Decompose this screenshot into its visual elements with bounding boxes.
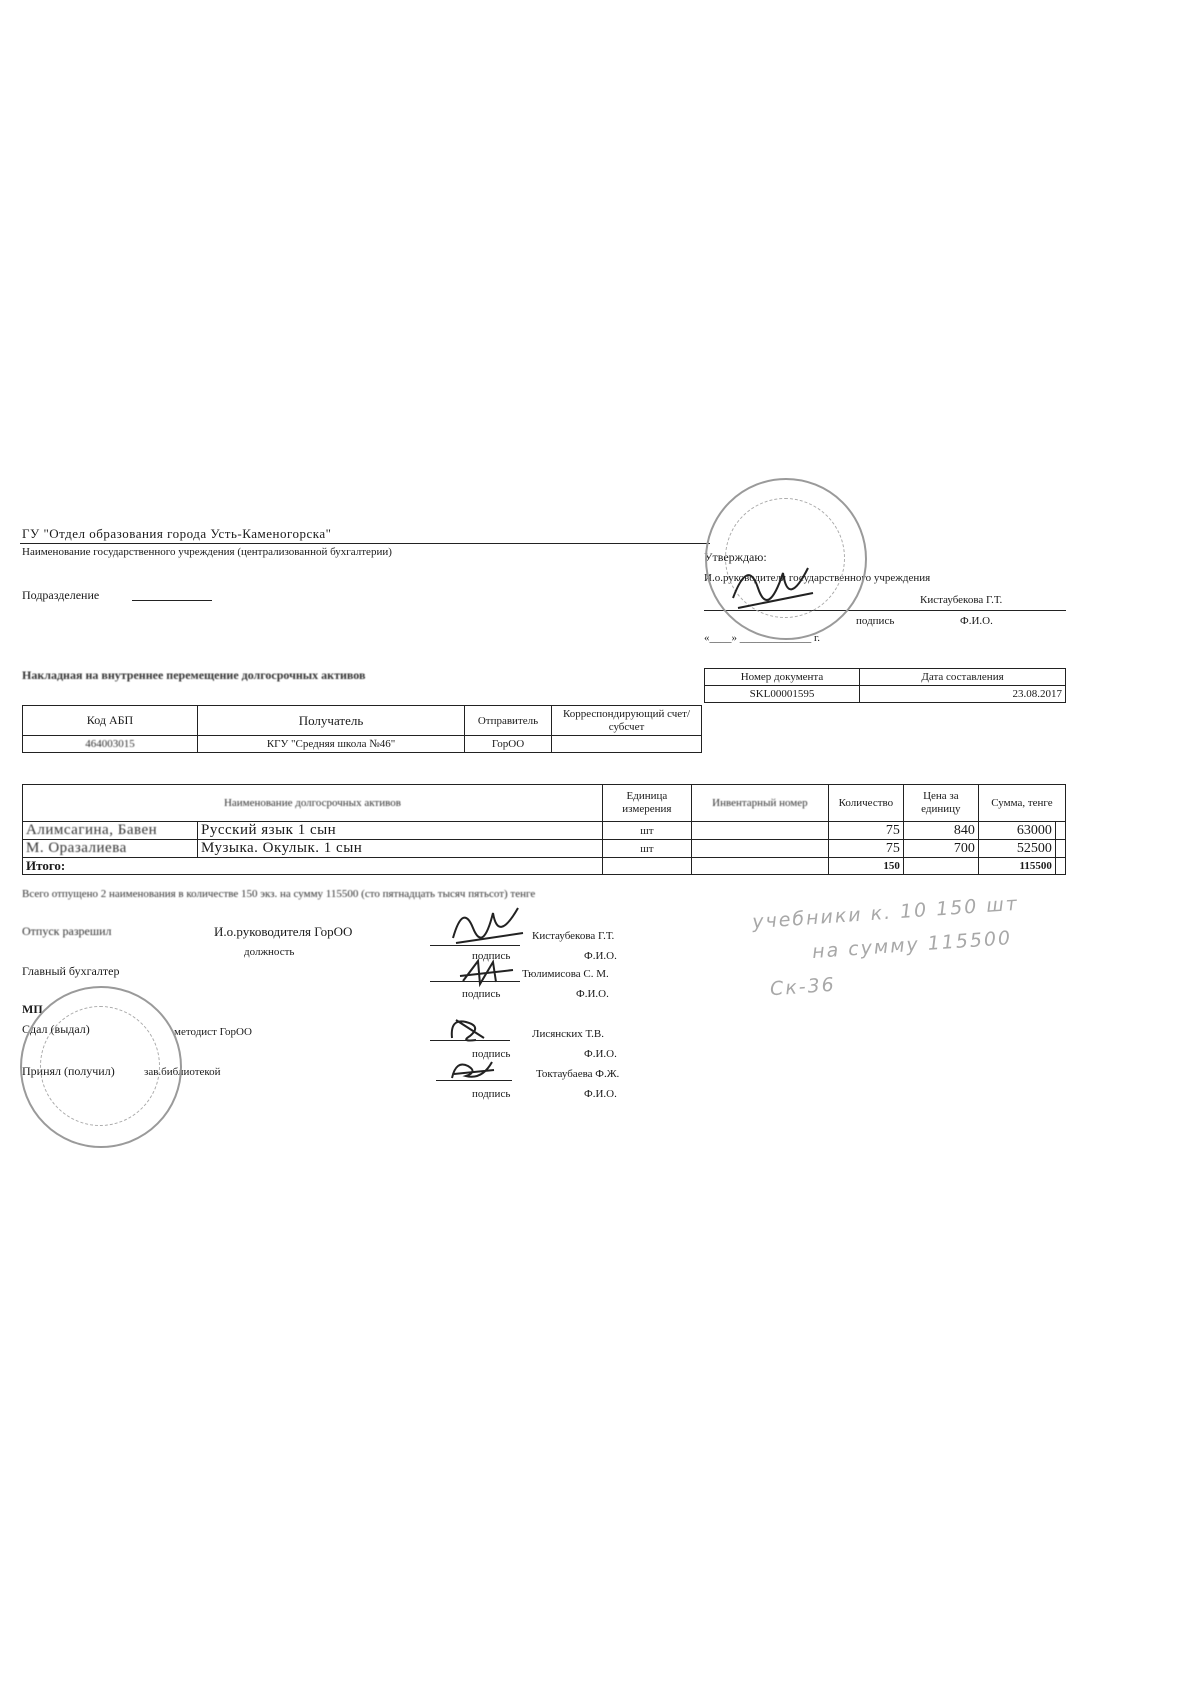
routing-header-account: Корреспондирующий счет/субсчет [552,706,702,736]
release-position: И.о.руководителя ГорОО [214,924,353,939]
item-1-name-a: Алимсагина, Бавен [23,822,198,840]
accountant-name: Тюлимисова С. М. [522,968,609,980]
item-2-name-b: Музыка. Окулык. 1 сын [198,840,603,858]
routing-sender: ГорОО [465,736,552,753]
accountant-signature [458,956,518,988]
total-label: Итого: [23,858,603,875]
release-label: Отпуск разрешил [22,924,112,938]
accountant-fio-caption: Ф.И.О. [576,988,609,1000]
approval-fio-caption: Ф.И.О. [960,615,993,627]
total-qty: 150 [828,858,903,875]
handwritten-note-line-1: учебники к. 10 150 шт [751,892,1020,934]
routing-account [552,736,702,753]
total-inventory [691,858,828,875]
release-signature [448,898,528,948]
item-2-price: 700 [903,840,978,858]
handwritten-note-line-2: на сумму 115500 [811,927,1013,963]
handed-position: методист ГорОО [174,1026,252,1038]
items-header-unit: Единица измерения [602,785,691,822]
items-header-sum: Сумма, тенге [978,785,1065,822]
items-header-price: Цена за единицу [903,785,978,822]
table-row [23,840,1066,858]
received-sign-caption: подпись [472,1088,511,1100]
release-position-caption: должность [244,946,295,958]
routing-header-abp: Код АБП [23,706,198,736]
received-fio-caption: Ф.И.О. [584,1088,617,1100]
items-header-inventory: Инвентарный номер [691,785,828,822]
items-header-name: Наименование долгосрочных активов [23,785,603,822]
document-date-label: Дата составления [860,669,1066,686]
release-sign-caption: подпись [472,950,511,962]
item-2-sum: 52500 [978,840,1055,858]
document-title: Накладная на внутреннее перемещение долгосрочных активов [22,668,366,682]
item-2-sum-extra [1055,840,1065,858]
approval-signature [728,548,818,618]
item-2-inventory [691,840,828,858]
table-row [23,822,1066,840]
items-header-qty: Количество [828,785,903,822]
total-unit [602,858,691,875]
routing-header-recipient: Получатель [198,706,465,736]
subdivision-underline [132,600,212,601]
document-date: 23.08.2017 [860,686,1066,703]
handwritten-note-line-3: Ск-36 [769,973,837,1001]
handed-label: Сдал (выдал) [22,1022,90,1036]
received-label: Принял (получил) [22,1064,115,1078]
total-sum-extra [1055,858,1065,875]
release-fio-caption: Ф.И.О. [584,950,617,962]
handed-fio-caption: Ф.И.О. [584,1048,617,1060]
approval-name: Кистаубекова Г.Т. [920,594,1003,606]
item-1-sum-extra [1055,822,1065,840]
routing-recipient: КГУ "Средняя школа №46" [198,736,465,753]
total-sum: 115500 [978,858,1055,875]
institution-name: ГУ "Отдел образования города Усть-Каменогорска" [22,526,332,541]
handed-sign-caption: подпись [472,1048,511,1060]
routing-table [22,705,702,753]
routing-abp-code: 464003015 [23,736,198,753]
total-price [903,858,978,875]
item-1-qty: 75 [828,822,903,840]
subdivision-label: Подразделение [22,588,100,602]
institution-underline [20,543,710,544]
item-1-sum: 63000 [978,822,1055,840]
approval-label: Утверждаю: [704,550,767,564]
items-table [22,784,1066,875]
item-1-inventory [691,822,828,840]
approval-signature-caption: подпись [856,615,895,627]
approval-date-line: «____» _____________ г. [704,632,821,644]
mp-label: МП [22,1002,43,1016]
received-name: Токтаубаева Ф.Ж. [536,1068,620,1080]
document-number: SKL00001595 [705,686,860,703]
item-2-name-a: М. Оразалиева [23,840,198,858]
accountant-label: Главный бухгалтер [22,964,120,978]
table-total-row [23,858,1066,875]
document-number-label: Номер документа [705,669,860,686]
routing-header-sender: Отправитель [465,706,552,736]
release-name: Кистаубекова Г.Т. [532,930,615,942]
official-stamp-bottom [20,986,182,1148]
institution-caption: Наименование государственного учреждения (централизованной бухгалтерии) [22,546,392,558]
item-2-unit: шт [602,840,691,858]
approval-position: И.о.руководителя государственного учреждения [704,572,931,584]
item-1-name-b: Русский язык 1 сын [198,822,603,840]
item-2-qty: 75 [828,840,903,858]
item-1-unit: шт [602,822,691,840]
accountant-sign-caption: подпись [462,988,501,1000]
handed-signature [446,1014,490,1044]
received-position: зав.библиотекой [144,1066,221,1078]
summary-line: Всего отпущено 2 наименования в количестве 150 экз. на сумму 115500 (сто пятнадцать тысяч пятьсот) тенге [22,888,536,900]
handed-name: Лисянских Т.В. [532,1028,604,1040]
document-number-table [704,668,1066,703]
item-1-price: 840 [903,822,978,840]
received-signature [448,1056,498,1084]
